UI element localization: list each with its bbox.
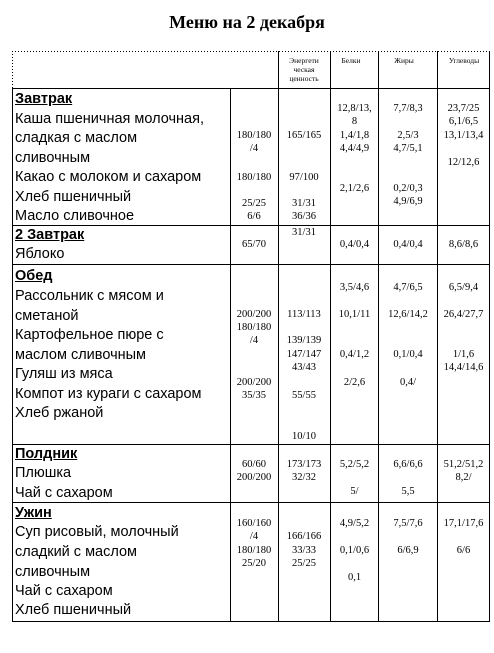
- dish-line: Хлеб ржаной: [15, 405, 104, 421]
- fat-value: 0,2/0,3: [393, 183, 423, 194]
- protein-value: 0,4/0,4: [339, 239, 370, 250]
- carbs-value: 51,2/51,2: [443, 459, 484, 470]
- protein-value: 10,1/11: [338, 309, 371, 320]
- protein-value: 4,9/5,2: [339, 518, 370, 529]
- energy-value: 10/10: [292, 431, 316, 442]
- protein-value: 0,1/0,6: [339, 545, 370, 556]
- carbs-value: 26,4/27,7: [443, 309, 484, 320]
- weight-value: 6/6: [247, 211, 261, 222]
- header-energy-line-3: ценность: [289, 74, 319, 83]
- dish-line: Масло сливочное: [15, 208, 135, 224]
- header-fat: Жиры: [394, 56, 414, 65]
- weight-value: 200/200: [236, 472, 272, 483]
- weight-value: 35/35: [242, 390, 266, 401]
- dish-line: Гуляш из мяса: [15, 366, 113, 382]
- dish-line: Рассольник с мясом и: [15, 288, 164, 304]
- energy-value: 36/36: [292, 211, 316, 222]
- dish-line: Плюшка: [15, 465, 72, 481]
- dish-line: Чай с сахаром: [15, 485, 113, 501]
- carbs-value: 8,6/8,6: [448, 239, 479, 250]
- protein-value: 3,5/4,6: [339, 282, 370, 293]
- dish-line: сметаной: [15, 307, 79, 324]
- weight-value: 180/180: [236, 322, 272, 333]
- weight-value: 180/180: [236, 130, 272, 141]
- weight-value: 200/200: [236, 377, 272, 388]
- page-title: Меню на 2 декабря: [169, 12, 325, 32]
- protein-value: 2/2,6: [343, 377, 366, 388]
- carbs-value: 23,7/25: [447, 103, 480, 114]
- header-energy-line-1: Энергети: [289, 56, 319, 65]
- fat-value: 0,4/: [399, 377, 417, 388]
- section-title-afternoon-snack: Полдник: [15, 446, 78, 462]
- dish-line: Картофельное пюре с: [15, 327, 164, 343]
- protein-value: 0,4/1,2: [339, 349, 370, 360]
- fat-value: 0,4/0,4: [393, 239, 423, 250]
- header-energy-line-2: ческая: [293, 65, 315, 74]
- header-protein: Белки: [341, 56, 361, 65]
- carbs-value: 6,1/6,5: [448, 116, 479, 127]
- energy-value: 165/165: [286, 130, 322, 141]
- weight-value: /4: [249, 531, 259, 542]
- dish-line: сладкая с маслом: [15, 130, 138, 146]
- dish-line: Яблоко: [15, 246, 65, 262]
- dish-line: Хлеб пшеничный: [15, 188, 132, 205]
- energy-value: 97/100: [289, 172, 319, 183]
- carbs-value: 6,5/9,4: [448, 282, 479, 293]
- dish-line: сливочным: [15, 564, 91, 580]
- weight-value: 200/200: [236, 309, 272, 320]
- energy-value: 32/32: [292, 472, 316, 483]
- energy-value: 139/139: [286, 335, 322, 346]
- fat-value: 7,7/8,3: [393, 103, 423, 114]
- protein-value: 4,4/4,9: [339, 143, 370, 154]
- energy-value: 25/25: [292, 558, 316, 569]
- section-title-dinner: Ужин: [15, 505, 52, 521]
- fat-value: 4,9/6,9: [393, 196, 423, 207]
- weight-value: /4: [249, 143, 259, 154]
- protein-value: 0,1: [347, 572, 362, 583]
- carbs-value: 13,1/13,4: [443, 130, 484, 141]
- protein-value: 5/: [350, 486, 359, 497]
- dish-line: сладкий с маслом: [15, 544, 138, 560]
- weight-value: 25/20: [242, 558, 266, 569]
- carbs-value: 6/6: [456, 545, 471, 556]
- protein-value: 2,1/2,6: [339, 183, 370, 194]
- fat-value: 7,5/7,6: [393, 518, 423, 529]
- dish-line: маслом сливочным: [15, 346, 147, 363]
- energy-value: 166/166: [286, 531, 322, 542]
- weight-value: 180/180: [236, 172, 272, 183]
- protein-value: 5,2/5,2: [339, 459, 370, 470]
- energy-value: 31/31: [292, 227, 316, 238]
- section-title-breakfast: Завтрак: [15, 91, 73, 107]
- protein-value: 8: [351, 116, 358, 127]
- dish-line: Какао с молоком и сахаром: [15, 169, 202, 185]
- protein-value: 12,8/13,: [337, 103, 372, 114]
- weight-value: 160/160: [236, 518, 272, 529]
- dish-line: Хлеб пшеничный: [15, 602, 132, 618]
- fat-value: 4,7/5,1: [393, 143, 423, 154]
- energy-value: 43/43: [292, 362, 316, 373]
- carbs-value: 12/12,6: [447, 157, 480, 168]
- energy-value: 33/33: [292, 545, 316, 556]
- weight-value: 60/60: [242, 459, 266, 470]
- dish-line: Чай с сахаром: [15, 583, 113, 599]
- dish-line: Суп рисовый, молочный: [15, 524, 179, 540]
- weight-value: 25/25: [242, 198, 266, 209]
- carbs-value: 14,4/14,6: [443, 362, 484, 373]
- energy-value: 147/147: [286, 349, 322, 360]
- protein-value: 1,4/1,8: [339, 130, 370, 141]
- energy-value: 31/31: [292, 198, 316, 209]
- fat-value: 6/6,9: [397, 545, 419, 556]
- carbs-value: 17,1/17,6: [443, 518, 484, 529]
- dish-line: Компот из кураги с сахаром: [15, 385, 202, 402]
- carbs-value: 1/1,6: [452, 349, 475, 360]
- fat-value: 4,7/6,5: [393, 282, 423, 293]
- weight-value: /4: [249, 335, 259, 346]
- section-title-lunch: Обед: [15, 268, 53, 284]
- fat-value: 5,5: [401, 486, 415, 497]
- dish-line: сливочным: [15, 149, 91, 166]
- header-carbs: Углеводы: [448, 56, 480, 65]
- weight-value: 180/180: [236, 545, 272, 556]
- fat-value: 12,6/14,2: [388, 309, 428, 320]
- fat-value: 6,6/6,6: [393, 459, 423, 470]
- energy-value: 55/55: [292, 390, 316, 401]
- weight-value: 65/70: [242, 239, 266, 250]
- carbs-value: 8,2/: [455, 472, 472, 483]
- dish-line: Каша пшеничная молочная,: [15, 110, 204, 127]
- energy-value: 113/113: [287, 309, 321, 320]
- energy-value: 173/173: [286, 459, 322, 470]
- section-title-second-breakfast: 2 Завтрак: [15, 227, 85, 243]
- fat-value: 2,5/3: [397, 130, 419, 141]
- fat-value: 0,1/0,4: [393, 349, 423, 360]
